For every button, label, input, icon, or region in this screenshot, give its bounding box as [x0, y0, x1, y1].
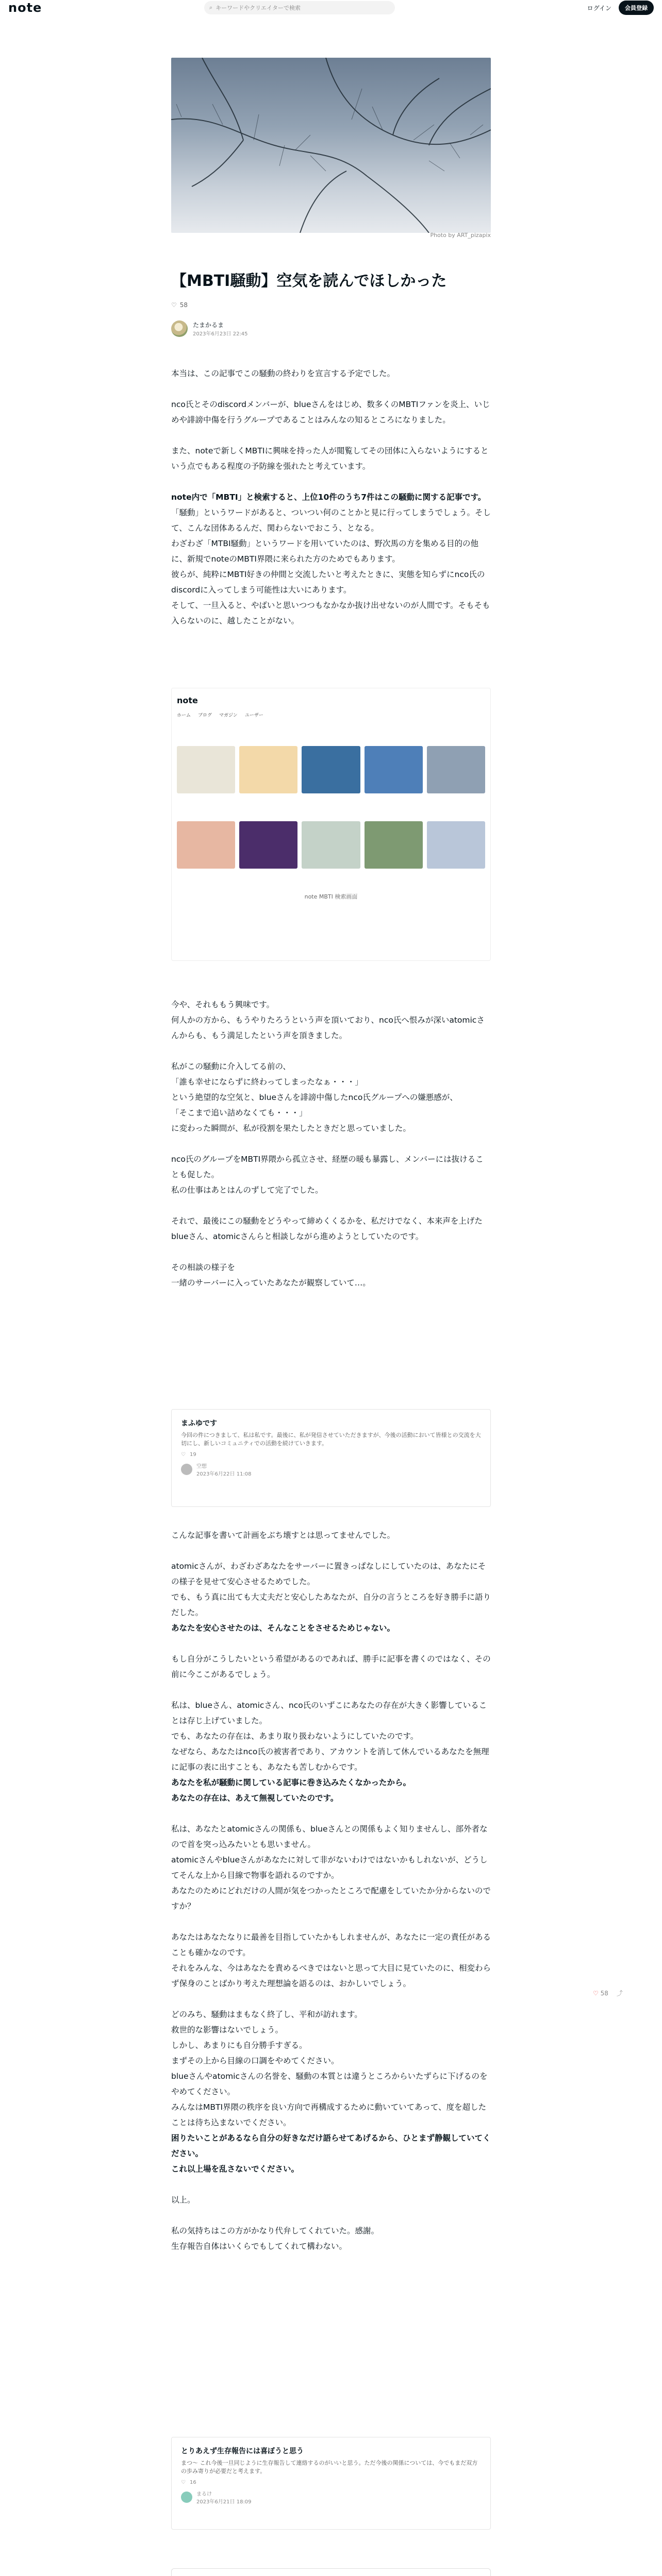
thumbnail — [239, 821, 297, 869]
screenshot-tab: ユーザー — [244, 713, 263, 718]
article-body-3 — [171, 1528, 491, 2269]
paragraph: blueさんやatomicさんの名誉を、騒動の本質とは違うところからいたずらに下げるのをやめてください。 — [171, 2072, 488, 2096]
embed-title: まふゆです — [181, 1419, 217, 1428]
paragraph: 一緒のサーバーに入っていたあなたが観察していて…。 — [171, 1278, 371, 1287]
floating-like-count: 58 — [600, 1989, 608, 1997]
paragraph: みんなはMBTI界隈の秩序を良い方向で再構成するために動いていてあって、度を超したことは待ち込まないでください。 — [171, 2103, 487, 2127]
paragraph: そして、一旦入ると、やばいと思いつつもなかなか抜け出せないのが人間です。そもそも入らないのに、越したことがない。 — [171, 601, 490, 625]
search-icon: ⌕ — [209, 4, 213, 11]
paragraph — [171, 1775, 491, 1790]
embed-title: とりあえず生存報告には喜ぼうと思う — [181, 2447, 304, 2455]
bold-text: note内で「MBTI」と検索すると、上位10件のうち7件はこの騒動に関する記事です。 — [171, 493, 486, 502]
paragraph: それで、最後にこの騒動をどうやって締めくくるかを、私だけでなく、本来声を上げたblueさん、atomicさんらと相談しながら進めようとしていたのです。 — [171, 1216, 483, 1241]
embed-author-avatar — [181, 1464, 192, 1475]
screenshot-caption: note MBTI 検索画面 — [304, 893, 358, 900]
paragraph: もし自分がこうしたいという希望があるのであれば、勝手に記事を書くのではなく、その前に今ここがあるでしょう。 — [171, 1654, 491, 1679]
paragraph: に変わった瞬間が、私が役割を果たしたときだと思っていました。 — [171, 1124, 411, 1133]
article-like-count[interactable] — [171, 301, 491, 309]
thumbnail — [365, 821, 423, 869]
article-body-2 — [171, 997, 491, 1306]
screenshot-logo: note — [177, 696, 198, 705]
screenshot-tabs — [177, 711, 485, 718]
support-box — [171, 2568, 491, 2576]
author-block[interactable] — [171, 320, 491, 337]
heart-icon: ♡ — [181, 2480, 186, 2485]
paragraph: こんな記事を書いて計画をぶち壊すとは思ってませんでした。 — [171, 1531, 395, 1540]
paragraph: 私の気持ちはこの方がかなり代弁してくれていた。感謝。 — [171, 2226, 379, 2235]
paragraph — [171, 1790, 491, 1806]
floating-like-bar — [593, 1989, 623, 1997]
publish-date: 2023年6月23日 22:45 — [193, 331, 248, 337]
paragraph: 生存報告自体はいくらでもしてくれて構わない。 — [171, 2242, 347, 2251]
embed-likes — [181, 2480, 481, 2485]
screenshot-tab: マガジン — [219, 713, 238, 718]
tree-branches-image — [171, 58, 491, 233]
embed-date: 2023年6月22日 11:08 — [196, 1471, 252, 1477]
thumbnail — [427, 746, 485, 793]
paragraph: なぜなら、あなたはnco氏の被害者であり、アカウントを消して休んでいるあなたを無理に記事の表に出すことも、あなたも苦しむからです。 — [171, 1747, 489, 1772]
thumbnail — [177, 821, 235, 869]
paragraph: でも、もう真に出ても大丈夫だと安心したあなたが、自分の言うところを好き勝手に語りだした。 — [171, 1592, 491, 1617]
paragraph: しかし、あまりにも自分勝手すぎる。 — [171, 2041, 307, 2050]
screenshot-tab: ブログ — [198, 713, 212, 718]
heart-icon: ♡ — [181, 1452, 186, 1458]
embedded-note-card[interactable] — [171, 1409, 491, 1507]
paragraph: 私は、blueさん、atomicさん、nco氏のいずこにあなたの存在が大きく影響していることは存じ上げていました。 — [171, 1701, 487, 1725]
bold-text: あなたを私が騒動に関している記事に巻き込みたくなかったから。 — [171, 1778, 411, 1787]
embed-author-name: まるけ — [196, 2492, 212, 2497]
hero-image — [171, 58, 491, 233]
bold-text: 困りたいことがあるなら自分の好きなだけ語らせてあげるから、ひとまず静観していてください。 — [171, 2133, 491, 2158]
note-logo[interactable]: note — [8, 1, 42, 15]
thumbnail — [302, 746, 360, 793]
search-placeholder: キーワードやクリエイターで検索 — [216, 5, 301, 11]
header — [0, 0, 662, 15]
paragraph: あなたのためにどれだけの人間が気をつかったところで配慮をしていたか分からないのですか？ — [171, 1886, 491, 1911]
embed-like-count: 16 — [189, 2480, 196, 2485]
login-link[interactable]: ログイン — [587, 4, 611, 12]
paragraph: 救世的な影響はないでしょう。 — [171, 2025, 284, 2035]
search-bar[interactable] — [204, 1, 395, 14]
embed-excerpt: まつ〜 これ今後一旦同じように生存報告して連絡するのがいいと思う。ただ今後の関係については、今でもまだ双方の歩み寄りが必要だと考えます。 — [181, 2460, 478, 2475]
embedded-note-card-2[interactable] — [171, 2437, 491, 2530]
paragraph: atomicさんが、わざわざあなたをサーバーに置きっぱなしにしていたのは、あなたにその様子を見せて安心させるためでした。 — [171, 1562, 486, 1586]
paragraph: また、noteで新しくMBTIに興味を持った人が閲覧してその団体に入らないようにするという点でもある程度の予防線を張れたと考えています。 — [171, 446, 489, 471]
paragraph: という絶望的な空気と、blueさんを誹謗中傷したnco氏グループへの嫌悪感が、 — [171, 1093, 458, 1102]
paragraph: まずその上から目線の口調をやめてください。 — [171, 2056, 339, 2065]
paragraph: 私がこの騒動に介入してる前の、 — [171, 1062, 291, 1071]
share-icon[interactable]: ⤴ — [616, 1990, 623, 1997]
paragraph: 「そこまで追い詰めなくても・・・」 — [171, 1108, 307, 1117]
thumbnail — [427, 821, 485, 869]
text: 「騒動」というワードがあると、ついつい何のことかと見に行ってしまうでしょう。そして、こんな団体あるんだ、関わらないでおこう、となる。 — [171, 508, 491, 533]
like-count-value: 58 — [179, 301, 188, 309]
thumbnail — [302, 821, 360, 869]
embed-excerpt: 今回の件につきまして、私は私です。最後に、私が発信させていただきますが、今後の活動において皆様との交流を大切にし、新しいコミュニティでの活動を続けていきます。 — [181, 1432, 481, 1447]
author-avatar[interactable] — [171, 320, 188, 337]
screenshot-thumbnails — [177, 746, 485, 892]
thumbnail — [365, 746, 423, 793]
photo-credit: Photo by ART_pizapix — [430, 232, 491, 239]
paragraph: それをみんな、今はあなたを責めるべきではないと思って大目に見ていたのに、相変わらず保身のことばかり考えた理想論を語るのは、おかしいでしょう。 — [171, 1963, 491, 1988]
embed-author — [181, 2489, 481, 2505]
paragraph — [171, 2130, 491, 2161]
paragraph: その相談の様子を — [171, 1263, 236, 1272]
paragraph: atomicさんやblueさんがあなたに対して非がないわけではないかもしれないが、どうしてそんな上から目線で物事を語れるのですか。 — [171, 1855, 488, 1880]
embed-author-name: 空想 — [196, 1464, 207, 1469]
paragraph — [171, 1620, 491, 1636]
paragraph — [171, 2161, 491, 2177]
paragraph: 本当は、この記事でこの騒動の終わりを宣言する予定でした。 — [171, 369, 395, 378]
thumbnail — [177, 746, 235, 793]
paragraph: でも、あなたの存在は、あまり取り扱わないようにしていたのです。 — [171, 1732, 419, 1741]
paragraph: 今や、それももう興味です。 — [171, 1000, 274, 1009]
note-search-screenshot — [171, 688, 491, 961]
paragraph: nco氏とそのdiscordメンバーが、blueさんをはじめ、数多くのMBTIファンを炎上、いじめや誹謗中傷を行うグループであることはみんなの知るところになりました。 — [171, 400, 490, 425]
embed-author-avatar — [181, 2492, 192, 2503]
embed-date: 2023年6月21日 18:09 — [196, 2499, 252, 2505]
paragraph: わざわざ「MTBI騒動」というワードを用いていたのは、野次馬の方を集める目的の他に、新規でnoteのMBTI界隈に来られた方のためでもあります。 — [171, 539, 479, 564]
author-name[interactable]: たまかるま — [193, 321, 224, 329]
signup-button[interactable]: 会員登録 — [619, 1, 654, 15]
bold-text: あなたを安心させたのは、そんなことをさせるためじゃない。 — [171, 1623, 395, 1633]
thumbnail — [239, 746, 297, 793]
screenshot-tab: ホーム — [177, 713, 191, 718]
bold-text: これ以上場を乱さないでください。 — [171, 2164, 300, 2174]
paragraph: どのみち、騒動はまもなく終了し、平和が訪れます。 — [171, 2010, 362, 2019]
paragraph — [171, 489, 491, 536]
article-title: 【MBTI騒動】空気を読んでほしかった — [171, 272, 447, 290]
bold-text: あなたの存在は、あえて無視していたのです。 — [171, 1793, 339, 1803]
article-body — [171, 366, 491, 644]
paragraph: 私の仕事はあとはんのずして完了でした。 — [171, 1185, 323, 1195]
paragraph: 何人かの方から、もうやりたろうという声を頂いており、nco氏へ恨みが深いatomicさんからも、もう満足したという声を頂きました。 — [171, 1015, 485, 1040]
paragraph: 「誰も幸せにならずに終わってしまったなぁ・・・」 — [171, 1077, 363, 1087]
paragraph: 以上。 — [171, 2195, 195, 2205]
heart-icon: ♡ — [593, 1989, 599, 1997]
floating-like-button[interactable] — [593, 1990, 608, 1997]
paragraph: あなたはあなたなりに最善を目指していたかもしれませんが、あなたに一定の責任があることも確かなのです。 — [171, 1933, 491, 1957]
embed-like-count: 19 — [189, 1452, 196, 1458]
embed-author — [181, 1462, 481, 1477]
paragraph: nco氏のグループをMBTI界隈から孤立させ、経歴の暖も暴露し、メンバーには抜けることも促した。 — [171, 1155, 484, 1179]
paragraph: 私は、あなたとatomicさんの関係も、blueさんとの関係もよく知りませんし、部外者なので首を突っ込みたいとも思いません。 — [171, 1824, 488, 1849]
header-actions — [587, 1, 654, 15]
heart-icon: ♡ — [171, 301, 177, 309]
paragraph: 彼らが、純粋にMBTI好きの仲間と交流したいと考えたときに、実態を知らずにnco氏のdiscordに入ってしまう可能性は大いにあります。 — [171, 570, 485, 595]
embed-likes — [181, 1452, 481, 1458]
